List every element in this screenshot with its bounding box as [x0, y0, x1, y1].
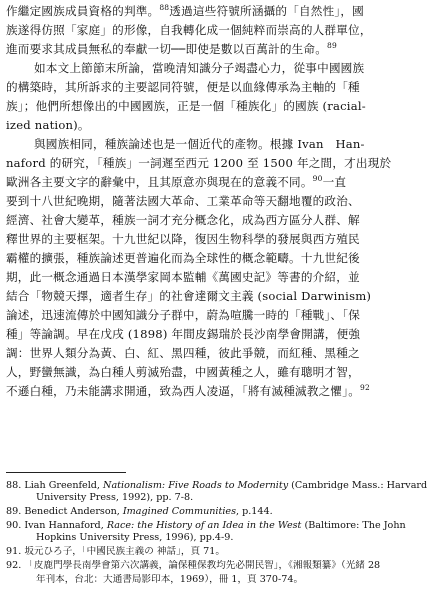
body-line-6: 族」；他們所想像出的中國國族，正是一個「種族化」的國族 (racial-	[6, 99, 366, 113]
footnote-ref-90[interactable]: 90	[312, 175, 323, 184]
highlighted-text: 釋世界的主要框架	[6, 232, 100, 246]
footnote-ref-92[interactable]: 92	[360, 384, 370, 393]
footnote-92: 92. 「皮鹿門學長南學會第六次講義，論保種保教均先必開民智」，《湘報類纂》（光緒 28	[6, 560, 381, 571]
highlighted-text: 當晚清知識分子竭盡心力，從事中國國族	[152, 61, 364, 75]
footnote-divider	[6, 472, 126, 473]
footnote-92-cont: 年刊本，台北：大通書局影印本，1969），冊 1，頁 370-74。	[36, 574, 304, 585]
body-line-15: 期，此一概念通過日本漢學家岡本監輔《萬國史記》等書的介紹，並	[6, 270, 360, 284]
footnote-ref-88[interactable]: 88	[159, 4, 170, 13]
body-line-19: 調：世界人類分為黃、白、紅、黑四種，彼此爭競，而紅種、黑種之	[6, 346, 360, 360]
highlighted-text: 的構築時，其所訴求的主要認同符號，便是以血緣傳承為主軸的「種	[6, 80, 360, 94]
footnote-90-cont: Hopkins University Press, 1996), pp.4-9.	[36, 532, 234, 543]
body-line-16: 結合「物競天擇，適者生存」的社會達爾文主義 (social Darwinism)	[6, 289, 372, 303]
body-line-18: 種」等論調。早在戊戌 (1898) 年間皮錫瑞於長沙南學會開講，便強	[6, 327, 361, 341]
body-line-4: 如本文上節節末所論，當晚清知識分子竭盡心力，從事中國國族	[34, 61, 364, 75]
body-line-11: 要到十八世紀晚期，隨著法國大革命、工業革命等天翻地覆的政治、	[6, 194, 360, 208]
footnote-89: 89. Benedict Anderson, Imagined Communities, p.144.	[6, 506, 273, 517]
body-line-3: 進而要求其成員無私的奉獻一切──即使是數以百萬計的生命。$^{89}$	[6, 42, 337, 56]
footnote-91: 91. 坂元ひろ子，「中國民族主義の 神話」，頁 71。	[6, 546, 225, 557]
body-line-10: 歐洲各主要文字的辭彙中，且其原意亦與現在的意義不同。$^{90}$一直	[6, 175, 347, 189]
body-line-1: 作繼定國族成員資格的判準。$^{88}$透過這些符號所涵攝的「自然性」，國	[6, 4, 364, 18]
highlighted-text: 族」；他們所想像出的中國國族，正是一個「種族化」的國族	[6, 99, 319, 113]
body-line-20: 人，野蠻無識，為白種人剪滅殆盡，中國黃種之人，雖有聰明才智，	[6, 365, 360, 379]
footnote-88: 88. Liah Greenfeld, Nationalism: Five Roads to Modernity (Cambridge Mass.: Harvard	[6, 480, 428, 491]
body-line-14: 霸權的擴張，種族論述更普遍化而為全球性的概念範疇。十九世紀後	[6, 251, 360, 265]
footnote-88-cont: University Press, 1992), pp. 7-8.	[36, 492, 194, 503]
body-line-7: ized nation)。	[6, 118, 90, 132]
body-line-17: 論述，迅速流傳於中國知識分子群中，蔚為喧騰一時的「種戰」、「保	[6, 308, 361, 322]
highlighted-text: 種族一詞才充分概念化，成為西方區分人群、解	[112, 213, 360, 227]
body-line-13: 釋世界的主要框架。十九世紀以降，復因生物科學的發展與西方殖民	[6, 232, 360, 246]
body-line-5	[6, 80, 360, 94]
body-line-21: 不遜白種，乃未能講求開通，致為西人凌逼，「將有滅種滅教之懼」。$^{92}$	[6, 384, 370, 398]
footnote-90: 90. Ivan Hannaford, Race: the History of an Idea in the West (Baltimore: The John	[6, 520, 406, 531]
footnote-ref-89[interactable]: 89	[327, 42, 337, 51]
body-line-8: 與國族相同，種族論述也是一個近代的產物。根據 Ivan Han-	[34, 137, 365, 151]
body-line-2: 族遂得仿照「家庭」的形像，自我轉化成一個純粹而崇高的人群單位，	[6, 23, 372, 37]
highlighted-text: 種族論述也是一個近代的產物	[105, 137, 258, 151]
body-line-9: naford 的研究，「種族」一詞遲至西元 1200 至 1500 年之間，才出現於	[6, 156, 392, 170]
body-line-12: 經濟、社會大變革，種族一詞才充分概念化，成為西方區分人群、解	[6, 213, 360, 227]
